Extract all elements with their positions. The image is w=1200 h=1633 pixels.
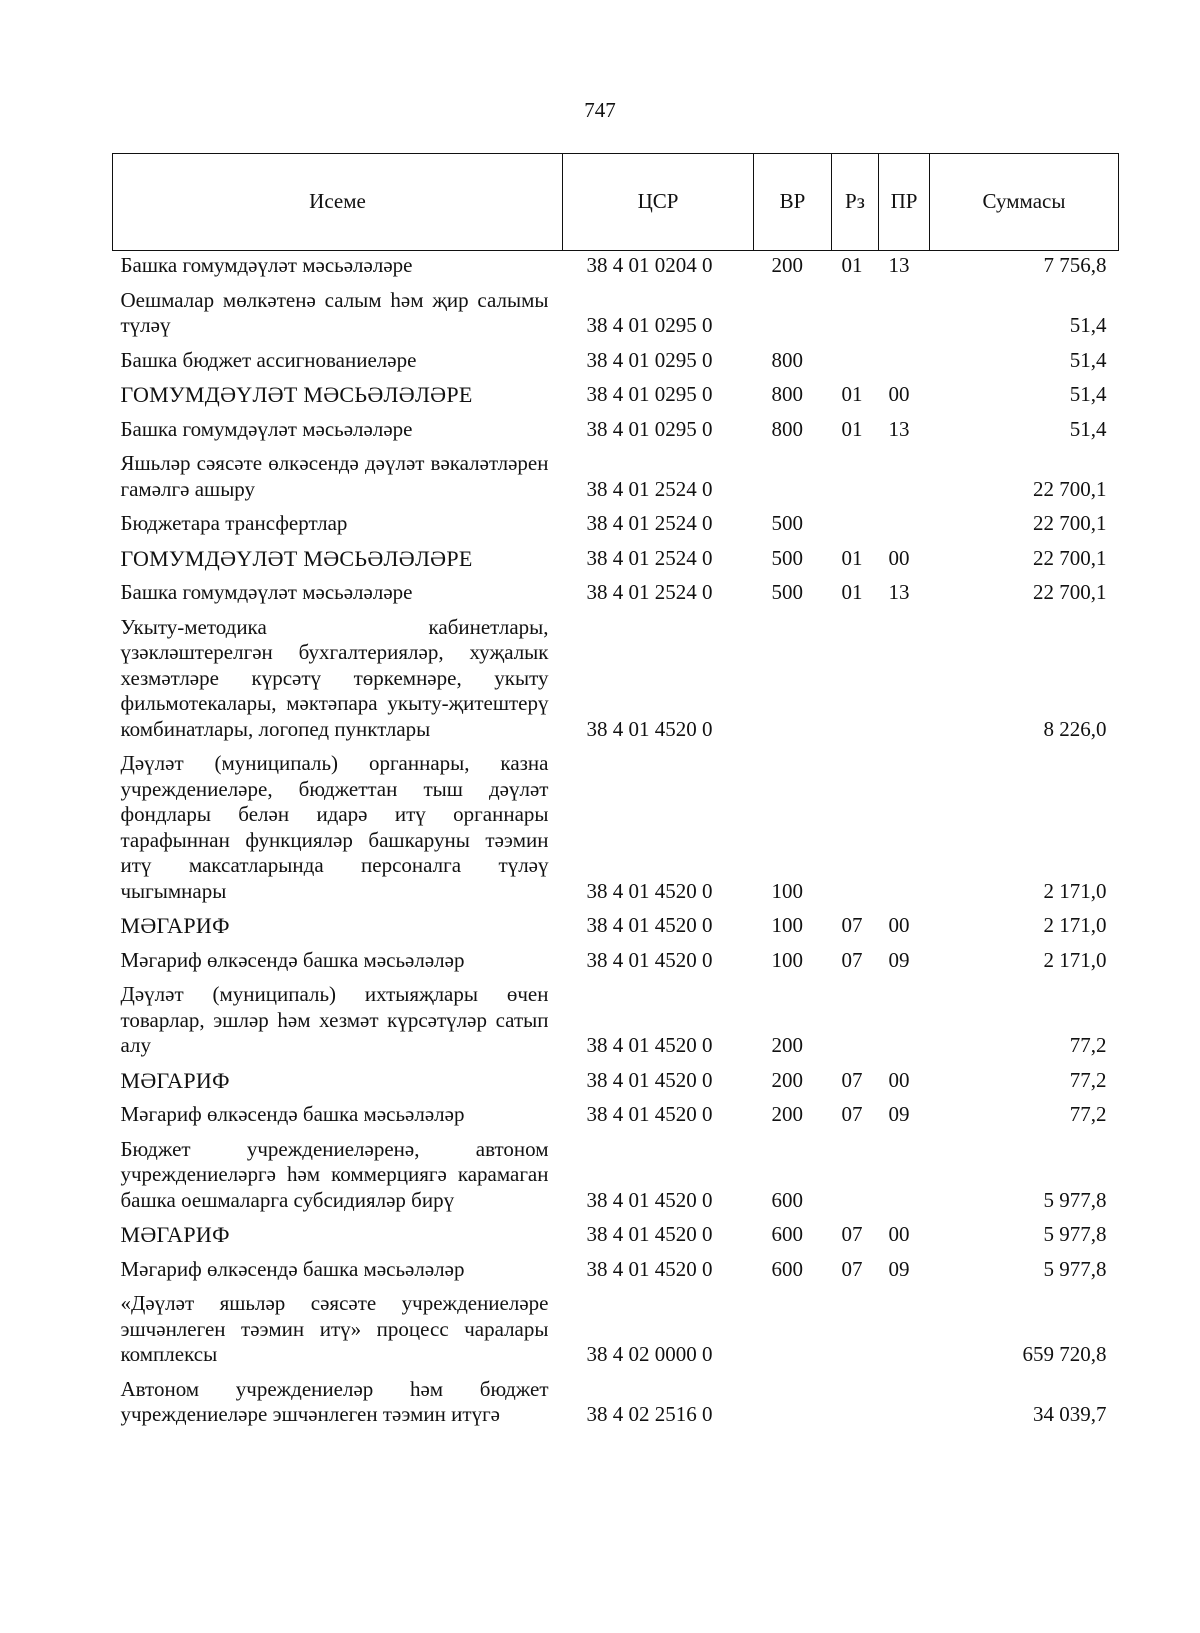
cell-name: МӘГАРИФ: [120, 1067, 230, 1093]
cell-sum: 2 171,0: [1043, 878, 1107, 903]
cell-name: Башка бюджет ассигнованиеләре: [120, 347, 417, 372]
cell-name: Оешмалар мөлкәтенә салым һәм җир салымы түләү: [120, 287, 549, 337]
cell-rz: [832, 1287, 879, 1373]
cell-csr: 38 4 01 2524 0: [586, 476, 713, 501]
cell-name: «Дәүләт яшьләр сәясәте учреждениеләре эшчәнлеген тәэмин итү» процесс чаралары комплексы: [120, 1291, 549, 1366]
cell-pr: 00: [888, 913, 910, 937]
cell-csr: 38 4 01 4520 0: [586, 1067, 713, 1092]
cell-csr: 38 4 01 0295 0: [586, 347, 713, 372]
header-vr: ВР: [754, 154, 832, 251]
cell-vr: 100: [771, 947, 803, 972]
header-name: Исеме: [113, 154, 563, 251]
cell-rz: [832, 284, 879, 344]
cell-name: Автоном учреждениеләр һәм бюджет учреждениеләре эшчәнлеген тәэмин итүгә: [120, 1376, 549, 1426]
table-row: [113, 1253, 1119, 1288]
table-row: [113, 1133, 1119, 1219]
cell-csr: 38 4 01 4520 0: [586, 1187, 713, 1212]
header-csr: ЦСР: [563, 154, 754, 251]
cell-vr: [754, 447, 832, 507]
cell-vr: 200: [771, 1033, 803, 1057]
header-sum: Суммасы: [930, 154, 1119, 251]
cell-csr: 38 4 02 0000 0: [586, 1342, 713, 1366]
page-number: 747: [584, 98, 616, 122]
cell-vr: 800: [771, 347, 803, 372]
cell-name: МӘГАРИФ: [120, 913, 230, 938]
table-header-row: [113, 154, 1119, 251]
cell-rz: 01: [841, 382, 863, 406]
cell-vr: 200: [771, 253, 803, 277]
cell-csr: 38 4 01 4520 0: [586, 878, 713, 903]
table-row: [113, 1098, 1119, 1133]
cell-vr: 200: [771, 1067, 803, 1092]
cell-pr: [879, 1373, 930, 1433]
cell-pr: 13: [888, 416, 910, 441]
table-row: [113, 413, 1119, 448]
table-row: [113, 447, 1119, 507]
cell-rz: 07: [841, 1256, 863, 1281]
cell-vr: [754, 284, 832, 344]
cell-pr: [879, 978, 930, 1064]
cell-vr: 200: [771, 1102, 803, 1126]
cell-sum: 77,2: [1069, 1067, 1107, 1092]
cell-pr: [879, 447, 930, 507]
cell-name: Яшьләр сәясәте өлкәсендә дәүләт вәкаләтләрен гамәлгә ашыру: [120, 451, 549, 501]
cell-name: Башка гомумдәүләт мәсьәләләре: [120, 416, 413, 441]
cell-sum: 77,2: [1069, 1033, 1107, 1057]
header-rz: Рз: [832, 154, 879, 251]
cell-rz: 07: [841, 1067, 863, 1092]
cell-name: Мәгариф өлкәсендә башка мәсьәләләр: [120, 947, 465, 972]
cell-csr: 38 4 01 2524 0: [586, 545, 713, 570]
table-row: [113, 1287, 1119, 1373]
table-row: [113, 909, 1119, 944]
cell-sum: 7 756,8: [1043, 253, 1107, 277]
table-row: [113, 978, 1119, 1064]
cell-sum: 2 171,0: [1043, 913, 1107, 937]
cell-sum: 2 171,0: [1043, 947, 1107, 972]
cell-rz: [832, 1373, 879, 1433]
cell-pr: [879, 611, 930, 748]
table-row: [113, 1218, 1119, 1253]
cell-csr: 38 4 01 0295 0: [586, 416, 713, 441]
table-row: [113, 378, 1119, 413]
cell-rz: [832, 344, 879, 379]
cell-name: Укыту-методика кабинетлары, үзәкләштерелгән бухгалтерияләр, хуҗалык хезмәтләре күрсәтү төркемнәре, укыту фильмотекалары, мәктәпара укыту-җитештерү комбинатлары, логопед пунктлары: [120, 614, 549, 741]
cell-pr: [879, 1133, 930, 1219]
cell-vr: 800: [771, 382, 803, 406]
cell-pr: 00: [888, 1067, 910, 1092]
table-row: [113, 576, 1119, 611]
cell-sum: 22 700,1: [1033, 580, 1107, 604]
cell-rz: 07: [841, 1102, 863, 1126]
header-pr: ПР: [879, 154, 930, 251]
table-row: [113, 344, 1119, 379]
cell-csr: 38 4 01 0204 0: [586, 253, 713, 277]
cell-sum: 5 977,8: [1043, 1187, 1107, 1212]
cell-sum: 34 039,7: [1033, 1402, 1107, 1426]
cell-vr: [754, 1373, 832, 1433]
cell-vr: [754, 1287, 832, 1373]
cell-pr: [879, 284, 930, 344]
cell-rz: 07: [841, 947, 863, 972]
cell-pr: 09: [888, 947, 910, 972]
cell-rz: [832, 447, 879, 507]
cell-vr: 600: [771, 1222, 803, 1246]
cell-rz: [832, 747, 879, 909]
cell-pr: 09: [888, 1256, 910, 1281]
cell-rz: [832, 611, 879, 748]
cell-vr: 100: [771, 913, 803, 937]
cell-vr: 800: [771, 416, 803, 441]
table-row: [113, 542, 1119, 577]
cell-pr: [879, 747, 930, 909]
table-row: [113, 284, 1119, 344]
cell-name: ГОМУМДӘҮЛӘТ МӘСЬӘЛӘЛӘРЕ: [120, 382, 473, 407]
cell-pr: [879, 344, 930, 379]
cell-vr: 500: [771, 545, 803, 570]
cell-sum: 5 977,8: [1043, 1222, 1107, 1246]
cell-name: МӘГАРИФ: [120, 1222, 230, 1247]
cell-vr: 100: [771, 878, 803, 903]
cell-sum: 659 720,8: [1022, 1342, 1107, 1366]
cell-pr: 00: [888, 545, 910, 570]
cell-sum: 22 700,1: [1033, 545, 1107, 570]
cell-csr: 38 4 01 0295 0: [586, 313, 713, 337]
cell-rz: [832, 978, 879, 1064]
cell-pr: 00: [888, 382, 910, 406]
cell-csr: 38 4 01 4520 0: [586, 716, 713, 741]
cell-pr: [879, 507, 930, 542]
cell-vr: 500: [771, 511, 803, 535]
cell-sum: 51,4: [1069, 416, 1107, 441]
cell-sum: 8 226,0: [1043, 716, 1107, 741]
cell-name: Башка гомумдәүләт мәсьәләләре: [120, 253, 413, 277]
cell-sum: 22 700,1: [1033, 511, 1107, 535]
cell-name: Башка гомумдәүләт мәсьәләләре: [120, 580, 413, 604]
cell-pr: 13: [888, 580, 910, 604]
cell-sum: 51,4: [1069, 347, 1107, 372]
table-row: [113, 944, 1119, 979]
table-row: [113, 747, 1119, 909]
table-body: [113, 251, 1119, 1433]
cell-rz: 01: [841, 416, 863, 441]
table-row: [113, 611, 1119, 748]
cell-csr: 38 4 01 4520 0: [586, 913, 713, 937]
cell-name: Бюджет учреждениеләренә, автоном учреждениеләргә һәм коммерциягә карамаган башка оешмаларга субсидияләр бирү: [120, 1136, 549, 1212]
cell-vr: 600: [771, 1256, 803, 1281]
cell-rz: [832, 1133, 879, 1219]
cell-vr: 600: [771, 1187, 803, 1212]
cell-pr: 13: [888, 253, 910, 277]
cell-csr: 38 4 01 4520 0: [586, 1033, 713, 1057]
cell-pr: [879, 1287, 930, 1373]
cell-csr: 38 4 02 2516 0: [586, 1402, 713, 1426]
cell-rz: [832, 507, 879, 542]
cell-vr: [754, 611, 832, 748]
cell-name: Мәгариф өлкәсендә башка мәсьәләләр: [120, 1102, 465, 1126]
cell-name: ГОМУМДӘҮЛӘТ МӘСЬӘЛӘЛӘРЕ: [120, 545, 473, 571]
cell-csr: 38 4 01 4520 0: [586, 1256, 713, 1281]
table-row: [113, 1064, 1119, 1099]
cell-rz: 01: [841, 253, 863, 277]
cell-sum: 51,4: [1069, 382, 1107, 406]
cell-sum: 5 977,8: [1043, 1256, 1107, 1281]
cell-sum: 77,2: [1069, 1102, 1107, 1126]
cell-rz: 07: [841, 913, 863, 937]
cell-csr: 38 4 01 4520 0: [586, 947, 713, 972]
cell-sum: 22 700,1: [1033, 476, 1107, 501]
cell-vr: 500: [771, 580, 803, 604]
cell-name: Мәгариф өлкәсендә башка мәсьәләләр: [120, 1256, 465, 1281]
cell-csr: 38 4 01 4520 0: [586, 1222, 713, 1246]
cell-rz: 07: [841, 1222, 863, 1246]
cell-csr: 38 4 01 4520 0: [586, 1102, 713, 1126]
table-row: [113, 507, 1119, 542]
cell-rz: 01: [841, 545, 863, 570]
table-row: [113, 1373, 1119, 1433]
budget-table: [112, 153, 1119, 1433]
cell-csr: 38 4 01 0295 0: [586, 382, 713, 406]
cell-rz: 01: [841, 580, 863, 604]
cell-sum: 51,4: [1069, 313, 1107, 337]
cell-csr: 38 4 01 2524 0: [586, 511, 713, 535]
cell-pr: 00: [888, 1222, 910, 1246]
cell-pr: 09: [888, 1102, 910, 1126]
table-row: [113, 251, 1119, 284]
cell-csr: 38 4 01 2524 0: [586, 580, 713, 604]
cell-name: Бюджетара трансфертлар: [120, 511, 348, 535]
cell-name: Дәүләт (муниципаль) органнары, казна учреждениеләре, бюджеттан тыш дәүләт фондлары белән идарә итү органнары тарафыннан функцияләр башкаруны тәэмин итү максатларында персоналга түләү чыгымнары: [120, 751, 549, 903]
cell-name: Дәүләт (муниципаль) ихтыяҗлары өчен товарлар, эшләр һәм хезмәт күрсәтүләр сатып алу: [120, 982, 549, 1057]
